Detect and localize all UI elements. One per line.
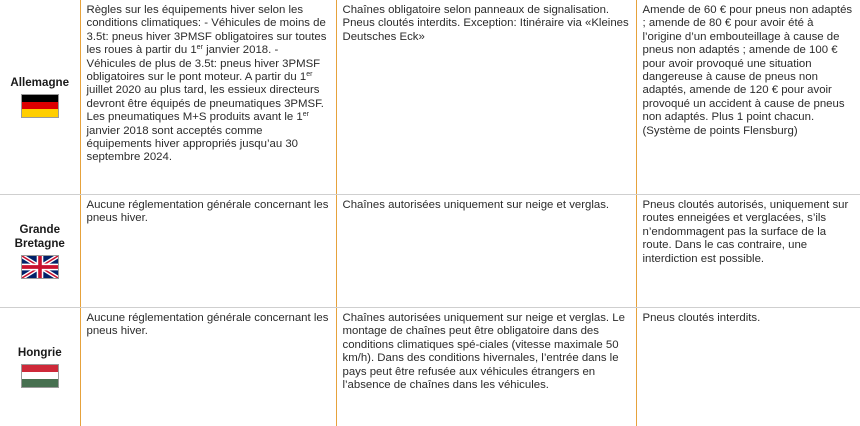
fines-cell: Pneus cloutés autorisés, uniquement sur routes enneigées et verglacées, s’ils n’endommagent pas la surface de la route. Dans le cas contraire, une interdiction est possible. xyxy=(636,195,860,308)
fines-cell: Pneus cloutés interdits. xyxy=(636,308,860,426)
table-row-hungary xyxy=(0,308,860,426)
united-kingdom-flag xyxy=(21,255,59,279)
fines-cell: Amende de 60 € pour pneus non adaptés ; amende de 80 € pour avoir été à l’origine d’un embouteillage à cause de pneus non adaptés ; amende de 100 € pour avoir provoqué une situation dangereuse à cause de pneus non adaptés, amende de 120 € pour avoir provoqué un accident à cause de pneus non adaptés. Plus 1 point chacun. (Système de points Flensburg) xyxy=(636,0,860,195)
country-name-line1: Grande xyxy=(19,223,60,236)
table-row-germany xyxy=(0,0,860,195)
chains-studs-cell: Chaînes obligatoire selon panneaux de signalisation. Pneus cloutés interdits. Exception: Itinéraire via «Kleines Deutsches Eck» xyxy=(336,0,636,195)
winter-equipment-rules-cell: Règles sur les équipements hiver selon les conditions climatiques: - Véhicules de moins de 3.5t: pneus hiver 3PMSF obligatoires sur toutes les roues à partir du 1er janvier 2018. - Véhicules de plus de 3.5t: pneus hiver 3PMSF obligatoires sur le pont moteur. A partir du 1er juillet 2020 au plus tard, les essieux directeurs devront être équipés de pneumatiques 3PMSF. Les pneumatiques M+S produits avant le 1er janvier 2018 sont acceptés comme équipements hiver appropriés jusqu’au 30 septembre 2024. xyxy=(80,0,336,195)
chains-studs-cell: Chaînes autorisées uniquement sur neige et verglas. xyxy=(336,195,636,308)
country-name: Allemagne xyxy=(10,76,69,89)
winter-equipment-rules-cell: Aucune réglementation générale concernant les pneus hiver. xyxy=(80,195,336,308)
chains-studs-cell: Chaînes autorisées uniquement sur neige et verglas. Le montage de chaînes peut être obligatoire dans des conditions climatiques spé-ciales (vitesse maximale 50 km/h). Dans des conditions hivernales, l’entrée dans le pays peut être refusée aux véhicules étrangers en l’absence de chaînes dans les véhicules. xyxy=(336,308,636,426)
country-cell-great-britain xyxy=(0,195,80,308)
country-name: Hongrie xyxy=(18,346,62,359)
country-cell-germany xyxy=(0,0,80,195)
table-row-great-britain xyxy=(0,195,860,308)
germany-flag xyxy=(21,94,59,118)
winter-equipment-rules-cell: Aucune réglementation générale concernant les pneus hiver. xyxy=(80,308,336,426)
country-cell-hungary xyxy=(0,308,80,426)
country-name-line2: Bretagne xyxy=(15,237,65,250)
hungary-flag xyxy=(21,364,59,388)
